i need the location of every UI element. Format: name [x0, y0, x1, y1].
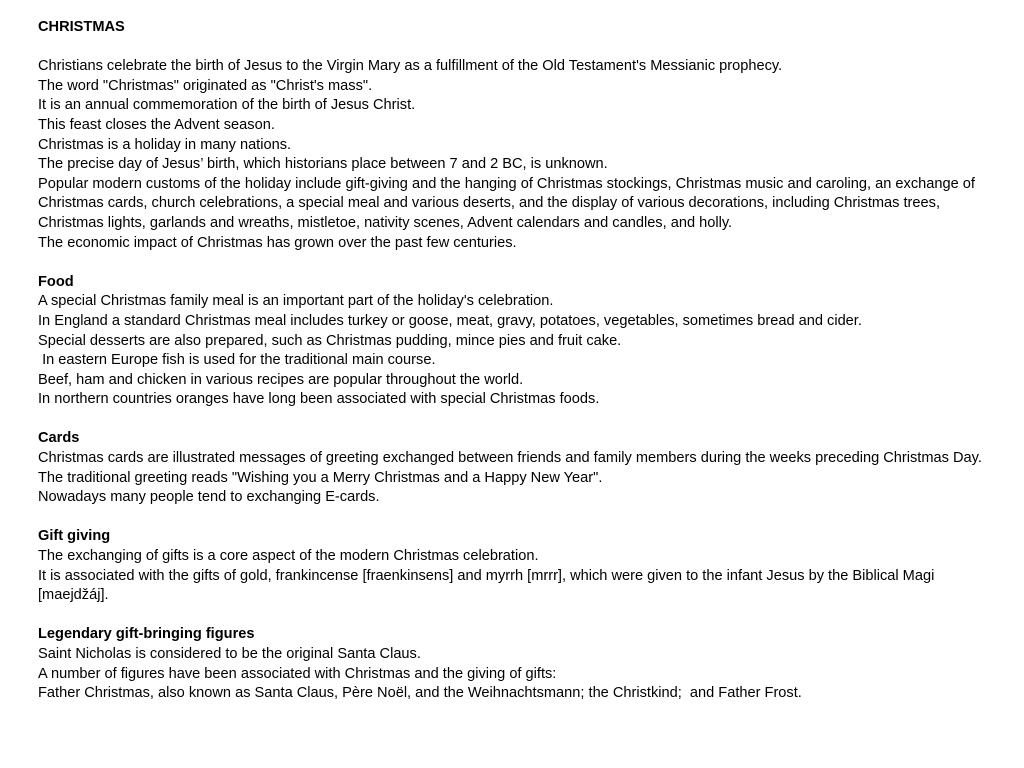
intro-line: This feast closes the Advent season.: [38, 116, 275, 133]
intro-line: The word "Christmas" originated as "Christ's mass".: [38, 77, 373, 94]
section-line: A special Christmas family meal is an important part of the holiday's celebration.: [38, 293, 554, 310]
intro-line: Christmas is a holiday in many nations.: [38, 136, 292, 153]
section-line: The traditional greeting reads "Wishing you a Merry Christmas and a Happy New Year".: [38, 469, 603, 486]
spacer: [38, 253, 1000, 273]
intro-line: It is an annual commemoration of the birth of Jesus Christ.: [38, 97, 416, 114]
document-title: CHRISTMAS: [38, 19, 125, 35]
section-heading: Cards: [38, 430, 80, 447]
section-line: Saint Nicholas is considered to be the original Santa Claus.: [38, 646, 421, 662]
spacer: [38, 38, 1000, 58]
intro-section: [38, 57, 1000, 253]
section-line: Nowadays many people tend to exchanging E-cards.: [38, 489, 380, 506]
section-heading: Gift giving: [38, 528, 111, 545]
section-line: Father Christmas, also known as Santa Claus, Père Noël, and the Weihnachtsmann; the Christkind; and Father Frost.: [38, 685, 802, 702]
spacer: [38, 508, 1000, 528]
intro-line: Popular modern customs of the holiday include gift-giving and the hanging of Christmas stockings, Christmas music and caroling, an exchange of Christmas cards, church celebrations, a special meal and various deserts, and the display of various decorations, including Christmas trees, Christmas lights, garlands and wreaths, mistletoe, nativity scenes, Advent calendars and candles, and holly.: [38, 175, 979, 231]
section-line: A number of figures have been associated with Christmas and the giving of gifts:: [38, 665, 557, 682]
section-line: The exchanging of gifts is a core aspect of the modern Christmas celebration.: [38, 548, 539, 565]
section-line: In England a standard Christmas meal includes turkey or goose, meat, gravy, potatoes, vegetables, sometimes bread and cider.: [38, 312, 862, 329]
spacer: [38, 410, 1000, 430]
section-gift-giving: [38, 527, 1000, 605]
section-line: In northern countries oranges have long been associated with special Christmas foods.: [38, 391, 600, 408]
intro-line: The precise day of Jesus’ birth, which historians place between 7 and 2 BC, is unknown.: [38, 156, 608, 173]
intro-line: Christians celebrate the birth of Jesus to the Virgin Mary as a fulfillment of the Old Testament's Messianic prophecy.: [38, 58, 783, 75]
section-line: Beef, ham and chicken in various recipes are popular throughout the world.: [38, 371, 524, 388]
section-line: Special desserts are also prepared, such as Christmas pudding, mince pies and fruit cake.: [38, 332, 622, 349]
section-heading: Legendary gift-bringing figures: [38, 626, 255, 643]
spacer: [38, 606, 1000, 626]
section-food: [38, 273, 1000, 410]
section-heading: Food: [38, 273, 74, 290]
section-legendary-figures: [38, 625, 1000, 703]
section-line: It is associated with the gifts of gold, frankincense [fraenkinsens] and myrrh [mrrr], which were given to the infant Jesus by the Biblical Magi [maejdžáj].: [38, 567, 939, 604]
document-body: [38, 18, 1000, 704]
section-line: In eastern Europe fish is used for the traditional main course.: [38, 352, 436, 369]
section-cards: [38, 429, 1000, 507]
intro-line: The economic impact of Christmas has grown over the past few centuries.: [38, 234, 517, 251]
section-line: Christmas cards are illustrated messages of greeting exchanged between friends and family members during the weeks preceding Christmas Day.: [38, 450, 982, 467]
